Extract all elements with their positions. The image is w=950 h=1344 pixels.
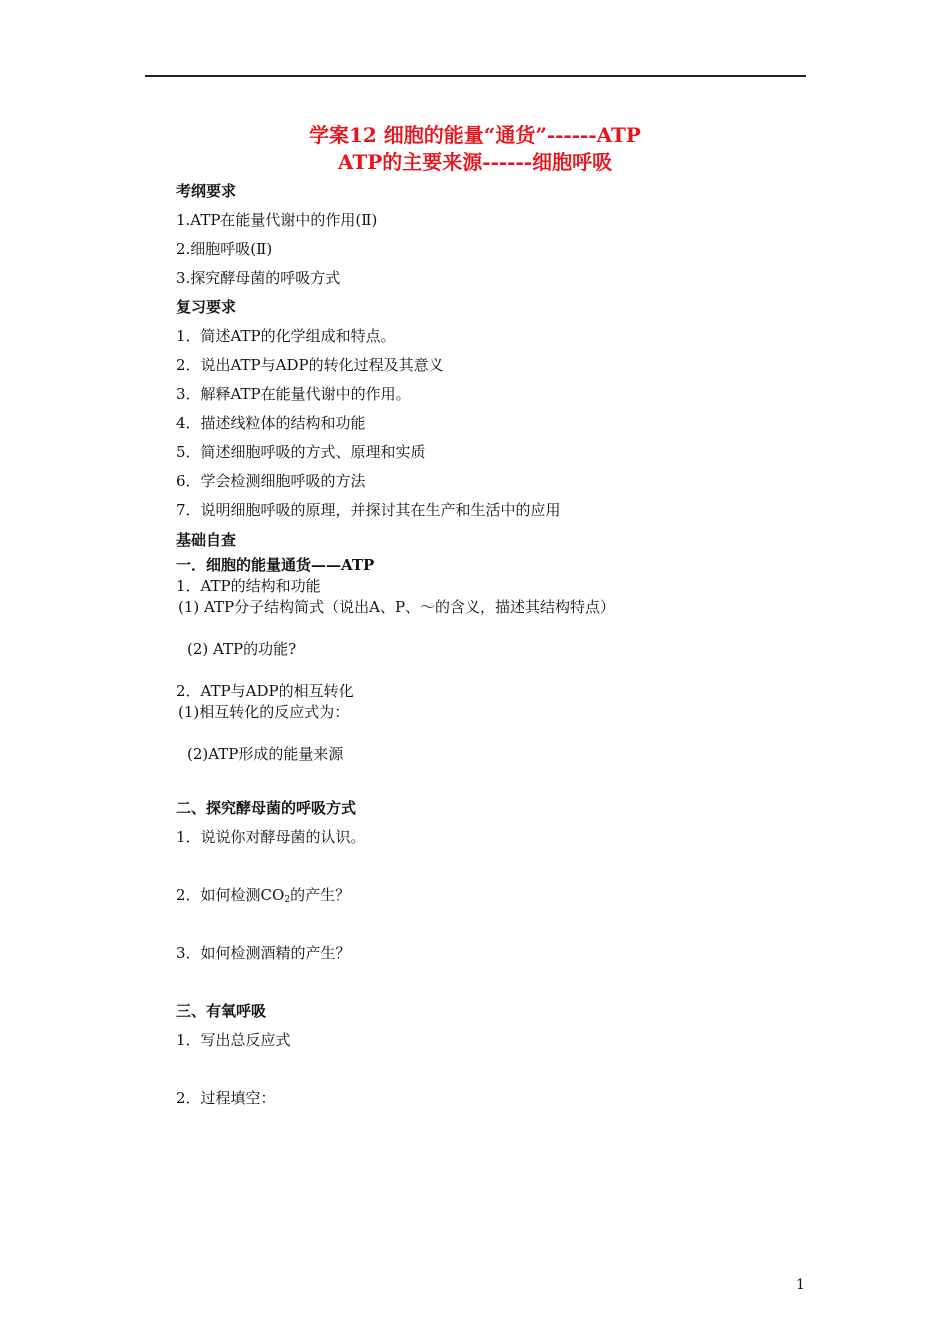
section-1-heading: 一．细胞的能量通货——ATP [176, 556, 375, 574]
review-requirement-item: 5．简述细胞呼吸的方式、原理和实质 [176, 443, 426, 461]
section-2-question-2 [176, 885, 350, 905]
exam-requirement-item: 3.探究酵母菌的呼吸方式 [176, 269, 341, 287]
section-1-line: 1．ATP的结构和功能 [176, 577, 321, 595]
section-3-heading: 三、有氧呼吸 [176, 1002, 267, 1020]
review-requirement-item: 6．学会检测细胞呼吸的方法 [176, 472, 366, 490]
page-number: 1 [796, 1277, 805, 1293]
section-1-line: (2)ATP形成的能量来源 [187, 745, 344, 763]
review-requirement-item: 7．说明细胞呼吸的原理，并探讨其在生产和生活中的应用 [176, 501, 561, 519]
review-requirement-item: 2．说出ATP与ADP的转化过程及其意义 [176, 356, 444, 374]
section-1-line: (1)相互转化的反应式为： [178, 703, 350, 721]
review-requirement-item: 4．描述线粒体的结构和功能 [176, 414, 366, 432]
question-2-text: 2．如何检测CO [176, 886, 285, 904]
exam-requirement-item: 2.细胞呼吸(Ⅱ) [176, 240, 273, 258]
title-line-2: ATP的主要来源------细胞呼吸 [337, 150, 613, 174]
question-2-suffix: 的产生？ [290, 886, 351, 904]
exam-requirement-item: 1.ATP在能量代谢中的作用(Ⅱ) [176, 211, 378, 229]
exam-requirements-heading: 考纲要求 [176, 182, 237, 200]
review-requirements-heading: 复习要求 [176, 298, 237, 316]
co2-subscript: 2 [284, 895, 291, 905]
section-3-question-2: 2．过程填空： [176, 1089, 276, 1107]
title-line-1: 学案12 细胞的能量“通货”------ATP [309, 123, 641, 147]
review-requirement-item: 1．简述ATP的化学组成和特点。 [176, 327, 396, 345]
section-2-question-1: 1．说说你对酵母菌的认识。 [176, 828, 366, 846]
section-2-heading: 二、探究酵母菌的呼吸方式 [176, 799, 357, 817]
section-2-question-3: 3．如何检测酒精的产生？ [176, 944, 351, 962]
section-1-line: 2．ATP与ADP的相互转化 [176, 682, 354, 700]
section-3-question-1: 1．写出总反应式 [176, 1031, 291, 1049]
section-1-line: (2) ATP的功能? [187, 640, 297, 658]
self-check-heading: 基础自查 [176, 531, 237, 549]
section-1-line: (1) ATP分子结构简式（说出A、P、～的含义，描述其结构特点） [178, 598, 616, 616]
header-rule [145, 75, 806, 77]
review-requirement-item: 3．解释ATP在能量代谢中的作用。 [176, 385, 411, 403]
